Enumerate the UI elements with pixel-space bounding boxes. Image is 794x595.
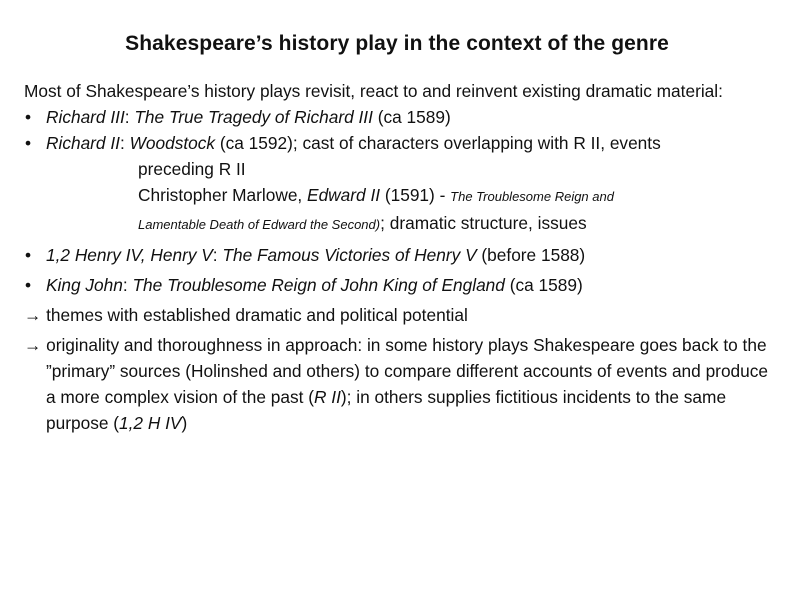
play-title: R II bbox=[313, 387, 341, 407]
bullet-richard-ii: • Richard II: Woodstock (ca 1592); cast of characters overlapping with R II, events bbox=[24, 130, 776, 156]
bullet-icon: • bbox=[25, 133, 32, 153]
play-title: 1,2 Henry IV, Henry V bbox=[46, 245, 213, 265]
source-title-small: Lamentable Death of Edward the Second) bbox=[138, 217, 381, 232]
arrow-point-themes: → themes with established dramatic and political potential bbox=[24, 305, 468, 325]
richard-ii-continuation: preceding R II bbox=[138, 159, 246, 179]
source-title: The True Tragedy of Richard III bbox=[134, 107, 373, 127]
intro-paragraph: Most of Shakespeare’s history plays revisit, react to and reinvent existing dramatic material: bbox=[24, 81, 723, 101]
arrow-point-originality: → originality and thoroughness in approach: in some history plays Shakespeare goes back to the ”primary” sources (Holinshed and others) to compare different accounts of events and produce a more complex vision of the past (R II); in others supplies fictitious incidents to the same purpose (1,2 H IV) bbox=[24, 335, 769, 433]
marlowe-line-continued: Lamentable Death of Edward the Second); dramatic structure, issues bbox=[138, 213, 587, 233]
bullet-richard-iii: • Richard III: The True Tragedy of Richard III (ca 1589) bbox=[24, 104, 776, 130]
play-title: Richard II bbox=[46, 133, 120, 153]
play-title: 1,2 H IV bbox=[119, 413, 182, 433]
play-title: King John bbox=[46, 275, 123, 295]
source-title: The Troublesome Reign of John King of England bbox=[132, 275, 505, 295]
bullet-icon: • bbox=[25, 245, 32, 265]
marlowe-line: Christopher Marlowe, Edward II (1591) - The Troublesome Reign and bbox=[138, 185, 614, 205]
slide-title: Shakespeare’s history play in the context of the genre bbox=[125, 32, 669, 55]
bullet-henry: • 1,2 Henry IV, Henry V: The Famous Victories of Henry V (before 1588) bbox=[24, 242, 776, 268]
play-title: Richard III bbox=[46, 107, 125, 127]
source-title: Edward II bbox=[307, 185, 381, 205]
source-title: The Famous Victories of Henry V bbox=[222, 245, 477, 265]
source-title-small: The Troublesome Reign and bbox=[450, 189, 614, 204]
bullet-icon: • bbox=[25, 107, 32, 127]
bullet-icon: • bbox=[25, 275, 32, 295]
bullet-king-john: • King John: The Troublesome Reign of John King of England (ca 1589) bbox=[24, 272, 776, 298]
slide-body bbox=[24, 78, 776, 436]
source-title: Woodstock bbox=[129, 133, 216, 153]
